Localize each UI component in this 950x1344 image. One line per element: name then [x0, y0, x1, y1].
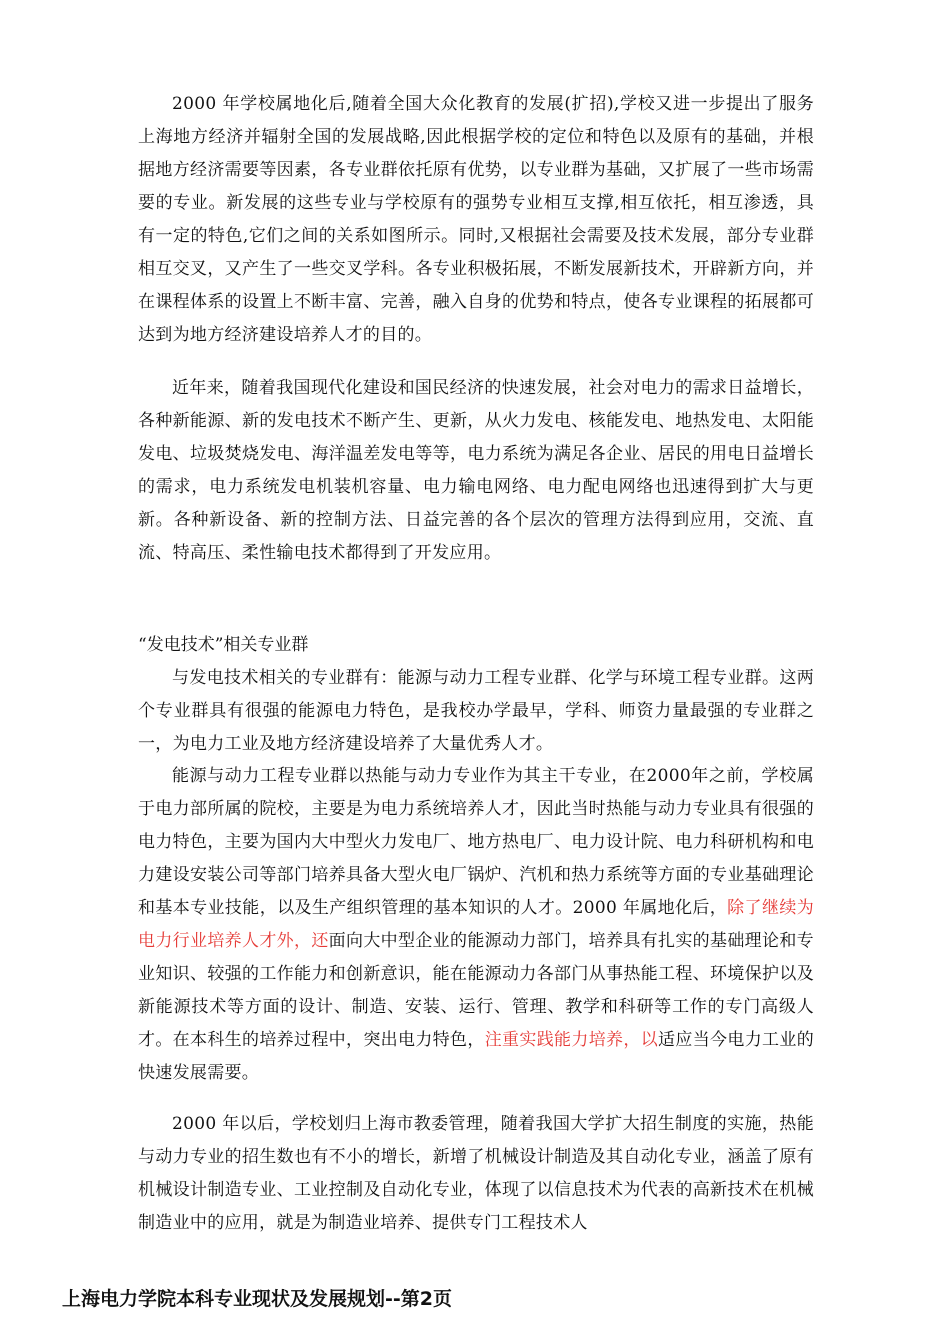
- paragraph-4: [138, 760, 814, 1090]
- paragraph-4-text-c: 适应当今电力工业的快速发展需要。: [138, 1030, 815, 1083]
- highlighted-text-1: 除了继续为电力行业培养人才外，还: [138, 898, 815, 951]
- paragraph-3: [138, 662, 814, 761]
- paragraph-1: 2000 年学校属地化后,随着全国大众化教育的发展(扩招),学校又进一步提出了服务上海地方经济并辐射全国的发展战略,因此根据学校的定位和特色以及原有的基础，并根据地方经济需要等因素，各专业群依托原有优势，以专业群为基础，又扩展了一些市场需要的专业。新发展的这些专业与学校原有的强势专业相互支撑,相互依托，相互渗透，具有一定的特色,它们之间的关系如图所示。同时,又根据社会需要及技术发展，部分专业群相互交叉，又产生了一些交叉学科。各专业积极拓展，不断发展新技术，开辟新方向，并在课程体系的设置上不断丰富、完善，融入自身的优势和特点，使各专业课程的拓展都可达到为地方经济建设培养人才的目的。: [138, 94, 814, 345]
- section-heading: “发电技术”相关专业群: [138, 635, 309, 655]
- page-footer: 上海电力学院本科专业现状及发展规划--第2页: [62, 1288, 452, 1310]
- highlighted-text-2: 注重实践能力培养，以: [484, 1030, 659, 1050]
- paragraph-3-text: 与发电技术相关的专业群有：能源与动力工程专业群、化学与环境工程专业群。这两个专业群具有很强的能源电力特色，是我校办学最早，学科、师资力量最强的专业群之一，为电力工业及地方经济建设培养了大量优秀人才。: [138, 668, 814, 754]
- paragraph-4-text-b: 面向大中型企业的能源动力部门，培养具有扎实的基础理论和专业知识、较强的工作能力和创新意识，能在能源动力各部门从事热能工程、环境保护以及新能源技术等方面的设计、制造、安装、运行、管理、教学和科研等工作的专门高级人才。在本科生的培养过程中，突出电力特色，: [138, 931, 814, 1050]
- paragraph-5: 2000 年以后，学校划归上海市教委管理，随着我国大学扩大招生制度的实施，热能与动力专业的招生数也有不小的增长，新增了机械设计制造及其自动化专业，涵盖了原有机械设计制造专业、工业控制及自动化专业，体现了以信息技术为代表的高新技术在机械制造业中的应用，就是为制造业培养、提供专门工程技术人: [138, 1114, 814, 1233]
- paragraph-2: 近年来，随着我国现代化建设和国民经济的快速发展，社会对电力的需求日益增长，各种新能源、新的发电技术不断产生、更新，从火力发电、核能发电、地热发电、太阳能发电、垃圾焚烧发电、海洋温差发电等等，电力系统为满足各企业、居民的用电日益增长的需求，电力系统发电机装机容量、电力输电网络、电力配电网络也迅速得到扩大与更新。各种新设备、新的控制方法、日益完善的各个层次的管理方法得到应用，交流、直流、特高压、柔性输电技术都得到了开发应用。: [138, 378, 814, 563]
- paragraph-4-text-a: 能源与动力工程专业群以热能与动力专业作为其主干专业，在2000年之前，学校属于电力部所属的院校，主要是为电力系统培养人才，因此当时热能与动力专业具有很强的电力特色，主要为国内大中型火力发电厂、地方热电厂、电力设计院、电力科研机构和电力建设安装公司等部门培养具备大型火电厂锅炉、汽机和热力系统等方面的专业基础理论和基本专业技能，以及生产组织管理的基本知识的人才。2000 年属地化后，: [138, 766, 814, 918]
